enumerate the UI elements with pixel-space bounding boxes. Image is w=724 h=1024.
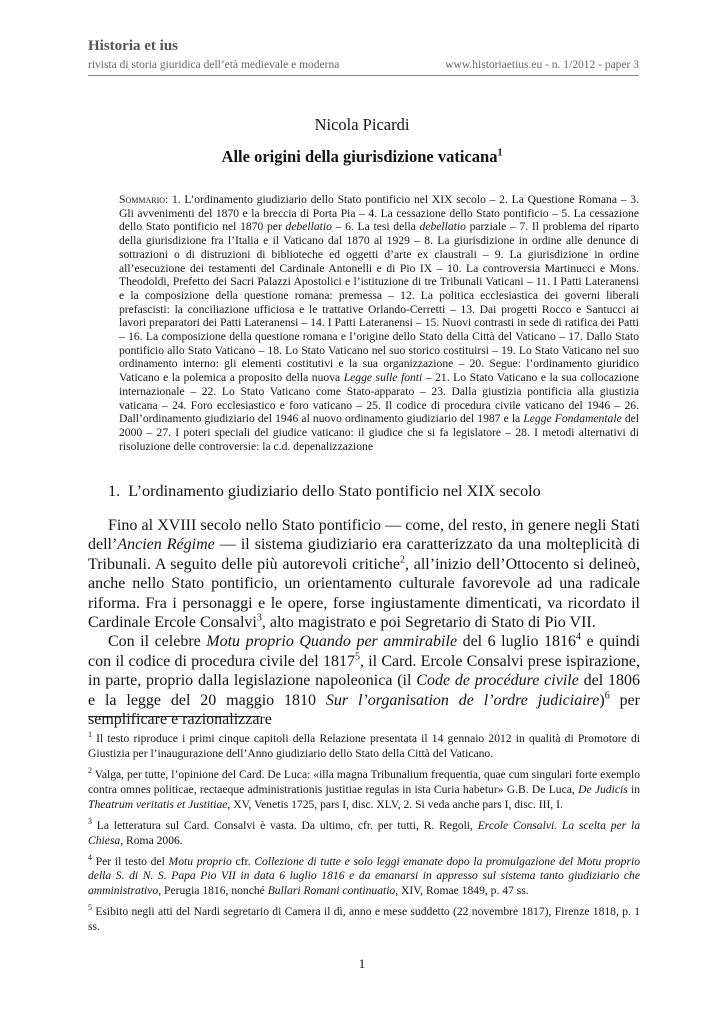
footnote-text: cfr. [231,854,255,868]
footnote-text: in [627,782,641,796]
journal-subtitle: rivista di storia giuridica dell’età medievale e moderna [88,59,340,71]
footnote-number: 5 [88,903,92,913]
article-title [0,147,724,167]
footnote [88,763,640,812]
paragraph [88,632,640,729]
footnote [88,850,640,899]
text: per semplificare e razionalizzare [88,691,640,729]
journal-reference: www.historiaetius.eu - n. 1/2012 - paper 3 [445,59,639,71]
footnote [88,727,640,761]
summary-text: – 6. La tesi della [331,220,420,234]
footnote-text: , XIV, Romae 1849, p. 47 ss. [395,884,529,898]
summary-label: Sommario [119,193,166,206]
italic-text: Ancien Régime [117,536,215,554]
footnote-text: Valga, per tutte, l’opinione del Card. De Luca: «illa magna Tribunalium frequentia, quae cum singulari forte exemplo contra omnes politicae, rectaeque administrationis justitiae regulas in ista Curia habetur» G.B. De Luca, [88,767,640,796]
summary-text: – 21. Lo Stato Vaticano e la sua collocazione internazionale – 22. Lo Stato Vaticano come Stato-apparato – 23. Dalla giustizia pontificia alla giustizia vaticana – 24. Foro ecclesiastico e foro vaticano – 25. Il codice di procedura civile vaticano del 1946 – 26. Dall’ordinamento giudiziario del 1946 al nuovo ordinamento giudiziario del 1987 e la [119,371,639,426]
text: del 6 luglio 1816 [457,633,576,651]
footnote-ref: 4 [575,632,581,644]
text: ) [599,691,605,709]
author-name: Nicola Picardi [314,115,410,134]
footnotes [88,727,640,936]
article-title-text: Alle origini della giurisdizione vaticana [221,147,498,166]
journal-title: Historia et ius [88,38,178,54]
footnote-text: Per il testo del [92,854,169,868]
footnote-italic: Collezione di tutte e solo leggi emanate dopo la promulgazione del Motu proprio della S. di N. S. Papa Pio VII in data 6 luglio 1816 e da emanarsi in appresso sul sistema tanto giudiziario che amministrativo [88,854,641,898]
text: — il sistema giudiziario era caratterizzato da una molteplicità di Tribunali. A seguito delle più autorevoli critiche [88,536,640,573]
footnote-ref: 5 [354,651,360,663]
footnote-number: 3 [88,816,92,826]
italic-text: Motu proprio Quando per ammirabile [206,633,458,651]
footnote-number: 2 [88,765,92,775]
footnote-italic: Bullari Romani continuatio [267,884,396,898]
title-footnote-marker: 1 [497,147,503,159]
page-number: 1 [358,956,366,971]
paragraph [88,516,640,632]
text: e quindi con il codice di procedura civile del 1817 [88,633,640,670]
summary [119,193,639,453]
header-rule [88,75,639,76]
summary-text: del 2000 – 27. I poteri speciali del giudice vaticano: il giudice che si fa legislatore – 28. I metodi alternativi di risoluzione delle controversie: la c.d. depenalizzazione [119,412,640,453]
body-text [88,516,640,729]
footnote-italic: Ercole Consalvi. La scelta per la Chiesa [88,818,640,847]
footnote-text: Il testo riproduce i primi cinque capitoli della Relazione presentata il 14 gennaio 2012 in qualità di Promotore di Giustizia per l’inaugurazione dell’Anno giudiziario dello Stato della Città del Vaticano. [88,731,640,760]
footnote [88,900,640,934]
footnote-rule [88,716,260,717]
summary-italic: Legge Fondamentale [523,412,622,426]
footnote-text: La letteratura sul Card. Consalvi è vasta. Da ultimo, cfr. per tutti, R. Regoli, [92,818,478,832]
footnote [88,814,640,848]
footnote-ref: 3 [256,612,262,624]
summary-text: parziale – 7. Il problema del riparto della giurisdizione fra l’Italia e il Vaticano dal 1870 al 1929 – 8. La giurisdizione in ordine alle denunce di sottrazioni o di distruzioni di biblioteche ed oggetti d’arte ex claustrali – 9. La giurisdizione in ordine all’esecuzione dei testamenti del Cardinale Antonelli e di Pio IX – 10. La controversia Martinucci e Mons. Theodoldi, Prefetto dei Sacri Palazzi Apostolici e l’istituzione di tre Tribunali Vaticani – 11. I Patti Lateranensi e la composizione della questione romana: premessa – 12. La politica ecclesiastica dei governi liberali prefascisti: la conciliazione ufficiosa e le trattative Orlando-Cerretti – 13. Dai progetti Rocco e Santucci ai lavori preparatori dei Patti Lateranensi – 14. I Patti Lateranensi – 15. Nuovi contrasti in sede di ratifica dei Patti – 16. La composizione della questione romana e l’origine dello Stato della Città del Vaticano – 17. Dallo Stato pontificio allo Stato Vaticano – 18. Lo Stato Vaticano nel suo storico costituirsi – 19. Lo Stato Vaticano nel suo ordinamento interno: gli elementi costitutivi e la sua organizzazione – 20. Segue: l’ordinamento giuridico Vaticano e la polemica a proposito della nuova [119,220,639,385]
footnote-ref: 6 [604,690,610,702]
summary-italic: debellatio [419,220,466,234]
text: del 1806 e la legge del 20 maggio 1810 [88,672,641,709]
footnote-italic: Motu proprio [168,854,232,868]
italic-text: Code de procédure civile [416,672,579,690]
summary-italic: Legge sulle fonti [343,371,423,385]
text: , all’inizio dell’Ottocento si delineò, anche nello Stato pontificio, un orientamento culturale favorevole ad una radicale riforma. Fra i personaggi e le opere, forse ingiustamente dimenticati, va ricordato il Cardinale Ercole Consalvi [88,555,641,632]
footnote-italic: Theatrum veritatis et Justitiae, [88,797,231,811]
summary-italic: debellatio [285,220,332,234]
text: Fino al XVIII secolo nello Stato pontificio — come, del resto, in genere negli Stati dell’ [88,517,640,554]
section-heading: 1. L’ordinamento giudiziario dello Stato pontificio nel XIX secolo [108,482,541,500]
footnote-text: Esibito negli atti del Nardi segretario di Camera il dì, anno e mese suddetto (22 novembre 1817), Firenze 1818, p. 1 ss. [88,905,640,934]
footnote-ref: 2 [399,554,405,566]
footnote-number: 4 [88,852,92,862]
text: , alto magistrato e poi Segretario di Stato di Pio VII. [261,614,596,632]
summary-text: : 1. L’ordinamento giudiziario dello Stato pontificio nel XIX secolo – 2. La Questione Romana – 3. Gli avvenimenti del 1870 e la breccia di Porta Pia – 4. La cessazione dello Stato pontificio – 5. La cessazione dello Stato pontificio nel 1870 per [119,193,639,234]
footnote-text: , Roma 2006. [120,833,183,847]
text: Con il celebre [108,633,207,651]
italic-text: Sur l’organisation de l’ordre judiciaire [325,691,600,709]
footnote-italic: De Judicis [578,782,628,796]
text: , il Card. Ercole Consalvi prese ispirazione, in parte, proprio dalla legislazione napoleonica (il [88,652,641,690]
footnote-number: 1 [88,730,92,739]
footnote-text: , Perugia 1816, nonché [158,884,268,898]
footnote-text: XV, Venetis 1725, pars I, disc. XLV, 2. Si veda anche pars I, disc. III, I. [230,797,563,811]
